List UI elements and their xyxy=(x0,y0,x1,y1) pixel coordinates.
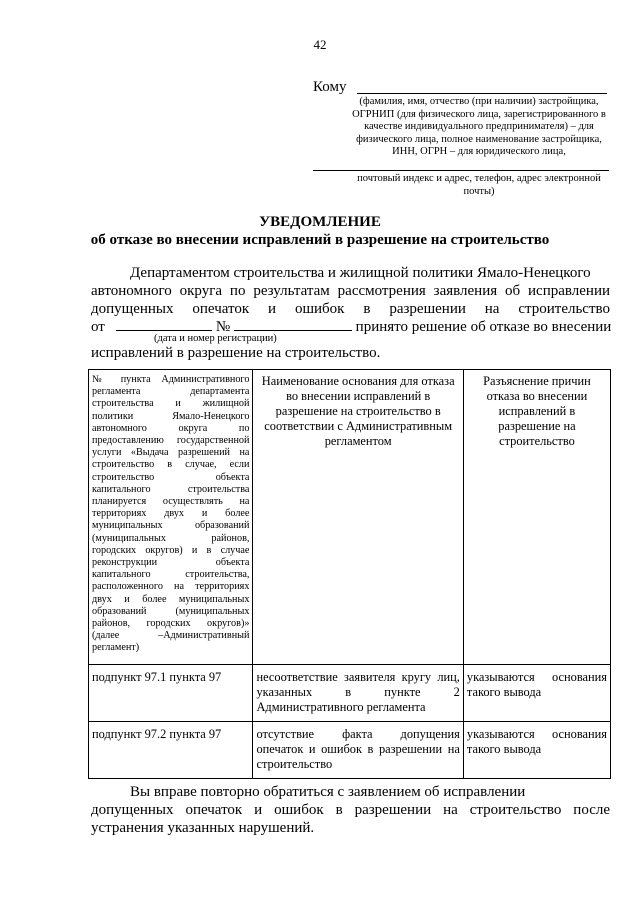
row-reason: отсутствие факта допущения опечаток и ошибок в разрешении на строительство xyxy=(253,722,463,779)
row-explanation: указываются основания такого вывода xyxy=(463,665,610,722)
row-clause: подпункт 97.2 пункта 97 xyxy=(89,722,253,779)
intro-line-1: Департаментом строительства и жилищной политики Ямало-Ненецкого xyxy=(130,265,591,281)
number-blank xyxy=(234,317,352,331)
header-reason xyxy=(253,370,463,665)
intro-line-3: допущенных опечаток и ошибок в разрешении на строительство xyxy=(91,301,610,317)
date-blank xyxy=(116,317,212,331)
row-explanation: указываются основания такого вывода xyxy=(463,722,610,779)
table-header-row xyxy=(89,370,611,665)
footer-line-1: Вы вправе повторно обратиться с заявлением об исправлении xyxy=(130,784,526,800)
decision-text: принято решение об отказе во внесении xyxy=(355,319,612,335)
intro-line-5: исправлений в разрешение на строительство. xyxy=(91,345,381,361)
header-explanation xyxy=(463,370,610,665)
document-title: УВЕДОМЛЕНИЕ xyxy=(259,214,381,230)
date-number-hint: (дата и номер регистрации) xyxy=(154,333,277,344)
address-hint: почтовый индекс и адрес, телефон, адрес электронной почты) xyxy=(357,173,601,197)
row-reason: несоответствие заявителя кругу лиц, указанных в пункте 2 Административного регламента xyxy=(253,665,463,722)
recipient-underline xyxy=(357,93,607,94)
header-clause xyxy=(89,370,253,665)
footer-line-2: допущенных опечаток и ошибок в разрешении на строительство после xyxy=(91,802,610,818)
refusal-reasons-table xyxy=(88,369,611,779)
document-subtitle: об отказе во внесении исправлений в разрешение на строительство xyxy=(90,232,550,248)
header-clause-text: № пункта Административного регламента департамента строительства и жилищной политики Ямало-Ненецкого автономного округа по предоставлению государственной услуги «Выдача разрешений на строительство в случае, если строительство объекта капитального строительства планируется осуществлять на территориях двух и более муниципальных образований (муниципальных районов, городских округов) и в случае реконструкции объекта капитального строительства, расположенного на территориях двух и более муниципальных образований (муниципальных районов, городских округов)» (далее –Административный регламент) xyxy=(92,374,250,654)
intro-line-2: автономного округа по результатам рассмотрения заявления об исправлении xyxy=(91,283,610,299)
recipient-label: Кому xyxy=(313,79,347,95)
page-number: 42 xyxy=(313,37,327,52)
header-explanation-text: Разъяснение причин отказа во внесении исправлений в разрешение на строительство xyxy=(483,374,591,448)
date-prefix: от xyxy=(91,319,105,335)
footer-line-3: устранения указанных нарушений. xyxy=(91,820,315,836)
header-reason-text: Наименование основания для отказа во внесении исправлений в разрешение на строительство в соответствии с Административным регламентом xyxy=(261,374,455,448)
table-row xyxy=(89,722,611,779)
number-sign: № xyxy=(215,319,231,335)
recipient-hint: (фамилия, имя, отчество (при наличии) застройщика, ОГРНИП (для физического лица, зарегистрированного в качестве индивидуального предпринимателя) – для физического лица, полное наименование застройщика, ИНН, ОГРН – для юридического лица, xyxy=(352,96,606,158)
row-clause: подпункт 97.1 пункта 97 xyxy=(89,665,253,722)
table-row xyxy=(89,665,611,722)
address-underline xyxy=(313,170,609,171)
